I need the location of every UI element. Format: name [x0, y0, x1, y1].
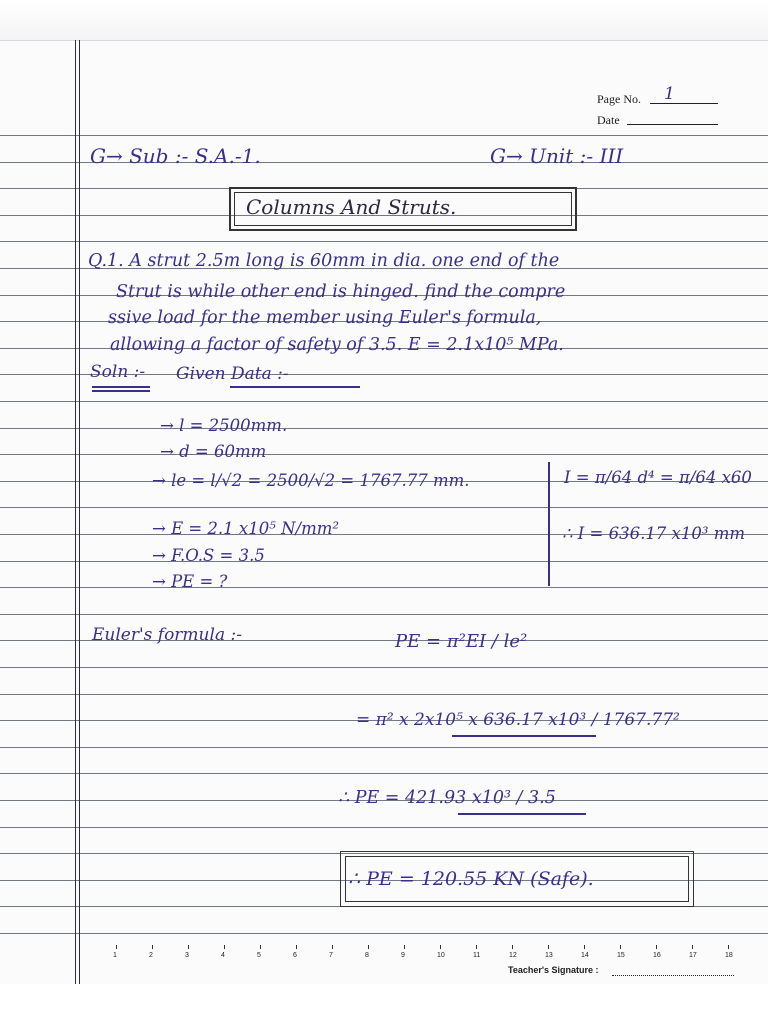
ruler-tick	[260, 945, 261, 949]
ruler-tick	[692, 945, 693, 949]
given-d: → d = 60mm	[160, 442, 267, 461]
ruled-line	[0, 614, 768, 615]
page-no-label: Page No.	[597, 92, 641, 106]
ruled-line	[0, 667, 768, 668]
ruler-number: 14	[581, 952, 589, 959]
ruler-tick	[620, 945, 621, 949]
ruled-line	[0, 827, 768, 828]
ruled-line	[0, 694, 768, 695]
given-data-underline	[230, 386, 360, 388]
ruler-tick	[656, 945, 657, 949]
ruler-tick	[332, 945, 333, 949]
calc-step-2: ∴ PE = 421.93 x10³ / 3.5	[338, 788, 556, 808]
ruler-tick	[296, 945, 297, 949]
paper-sheet	[0, 40, 768, 985]
ruler-number: 9	[401, 952, 405, 959]
page-bottom-edge	[0, 984, 768, 1024]
calc-step-1: = π² x 2x10⁵ x 636.17 x10³ / 1767.77²	[356, 710, 680, 730]
ruler-tick	[404, 945, 405, 949]
ruler-number: 3	[185, 952, 189, 959]
ruled-line	[0, 587, 768, 588]
ruler-number: 8	[365, 952, 369, 959]
question-line-2: Strut is while other end is hinged. find the compre	[116, 282, 566, 302]
ruler-tick	[584, 945, 585, 949]
unit-line: G→ Unit :- III	[490, 144, 624, 168]
ruled-line	[0, 241, 768, 242]
question-line-4: allowing a factor of safety of 3.5. E = 2.1x10⁵ MPa.	[110, 335, 564, 355]
ruled-line	[0, 454, 768, 455]
teacher-signature-line	[612, 975, 734, 976]
ruler-number: 5	[257, 952, 261, 959]
teacher-signature-label: Teacher's Signature :	[508, 965, 599, 975]
ruled-line	[0, 401, 768, 402]
solution-underline-1	[92, 386, 150, 388]
ruled-line	[0, 135, 768, 136]
calc-step-2-fraction-bar	[458, 813, 586, 815]
ruler-tick	[152, 945, 153, 949]
given-l: → l = 2500mm.	[160, 416, 288, 435]
question-line-3: ssive load for the member using Euler's formula,	[108, 308, 542, 328]
ruler-number: 12	[509, 952, 517, 959]
ruled-line	[0, 561, 768, 562]
ruler-number: 11	[473, 952, 481, 959]
ruler-number: 1	[113, 952, 117, 959]
ruler-tick	[188, 945, 189, 949]
ruler-tick	[476, 945, 477, 949]
ruler-number: 7	[329, 952, 333, 959]
solution-underline-2	[92, 390, 150, 392]
ruler-number: 10	[437, 952, 445, 959]
margin-line-right	[79, 40, 80, 984]
question-line-1: Q.1. A strut 2.5m long is 60mm in dia. one end of the	[88, 251, 560, 271]
euler-label: Euler's formula :-	[92, 625, 242, 645]
ruler-number: 17	[689, 952, 697, 959]
column-divider	[548, 462, 550, 586]
given-le: → le = l/√2 = 2500/√2 = 1767.77 mm.	[152, 471, 470, 490]
given-fos: → F.O.S = 3.5	[152, 546, 265, 565]
final-answer: ∴ PE = 120.55 KN (Safe).	[348, 868, 594, 890]
calc-step-1-fraction-bar	[452, 735, 596, 737]
given-pe: → PE = ?	[152, 572, 228, 591]
margin-line-left	[75, 40, 76, 984]
subject-line: G→ Sub :- S.A.-1.	[90, 144, 261, 168]
ruler-tick	[368, 945, 369, 949]
ruler-number: 13	[545, 952, 553, 959]
euler-formula: PE = π²EI / le²	[395, 631, 528, 652]
page-top-edge	[0, 0, 768, 40]
date-line	[627, 124, 718, 125]
ruler-number: 6	[293, 952, 297, 959]
ruler-number: 16	[653, 952, 661, 959]
ruler-number: 15	[617, 952, 625, 959]
date-label: Date	[597, 113, 620, 127]
ruler-tick	[440, 945, 441, 949]
ruler-tick	[224, 945, 225, 949]
ruled-line	[0, 747, 768, 748]
solution-heading: Soln :-	[90, 362, 146, 382]
inertia-value: ∴ I = 636.17 x10³ mm	[562, 524, 746, 543]
page-no-line	[650, 103, 718, 104]
ruler-number: 4	[221, 952, 225, 959]
inertia-formula: I = π/64 d⁴ = π/64 x60	[564, 468, 752, 487]
ruler-tick	[728, 945, 729, 949]
ruler-number: 2	[149, 952, 153, 959]
ruled-line	[0, 933, 768, 934]
ruled-line	[0, 507, 768, 508]
ruled-line	[0, 428, 768, 429]
page-no-value: 1	[664, 84, 675, 104]
ruler-tick	[512, 945, 513, 949]
given-E: → E = 2.1 x10⁵ N/mm²	[152, 519, 339, 538]
given-data-heading: Given Data :-	[176, 364, 289, 384]
ruler-number: 18	[725, 952, 733, 959]
ruler-tick	[116, 945, 117, 949]
page-title: Columns And Struts.	[246, 195, 457, 219]
ruler-tick	[548, 945, 549, 949]
ruled-line	[0, 773, 768, 774]
